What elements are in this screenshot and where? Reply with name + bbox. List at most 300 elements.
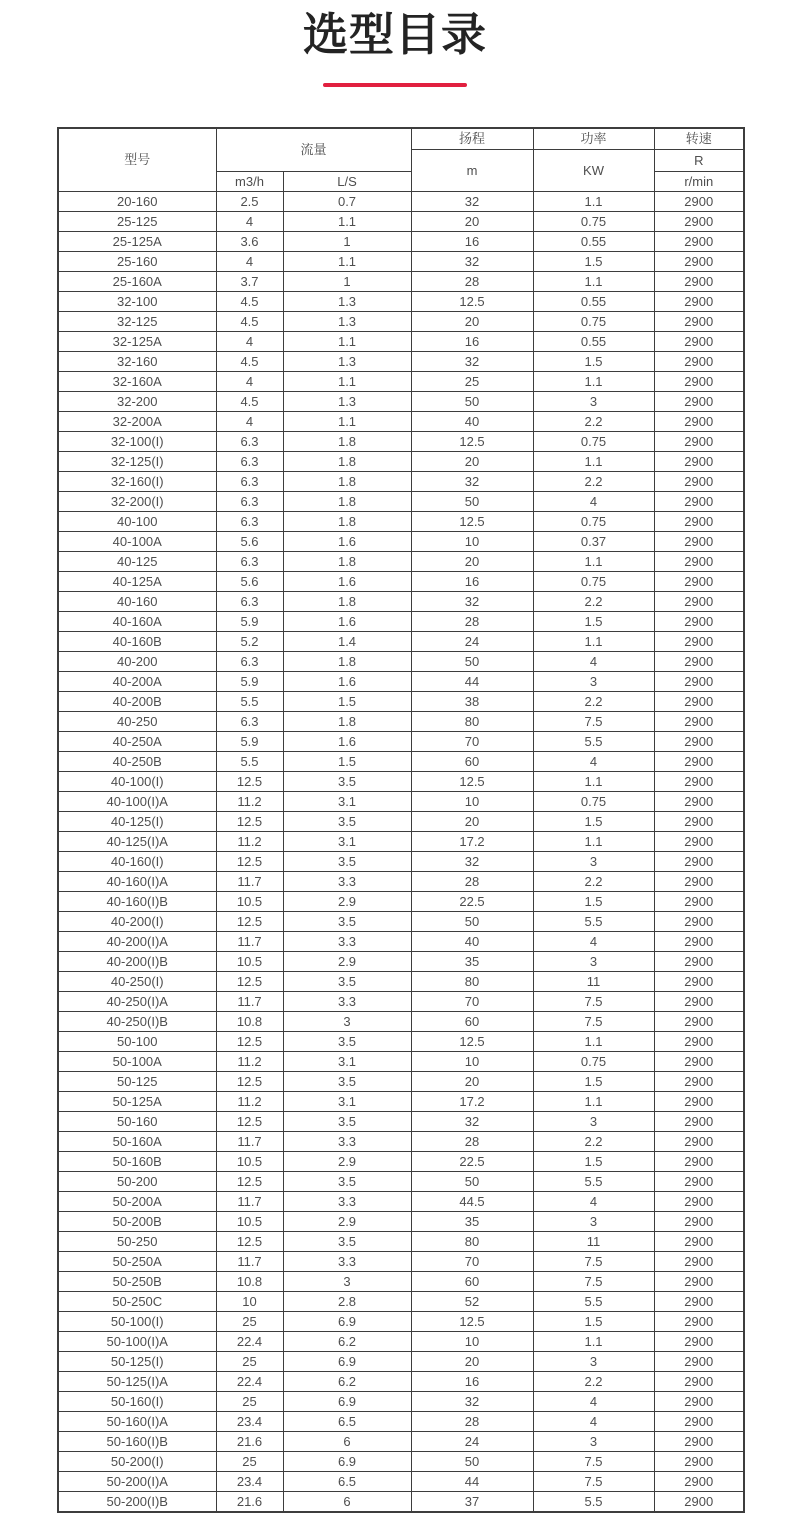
table-cell: 60 xyxy=(411,1012,533,1032)
table-cell: 3 xyxy=(533,1352,654,1372)
table-cell: 0.55 xyxy=(533,332,654,352)
table-cell: 1.6 xyxy=(283,612,411,632)
table-cell: 2900 xyxy=(654,1392,744,1412)
table-row xyxy=(58,1312,744,1332)
table-row xyxy=(58,1192,744,1212)
table-cell: 40-200(I) xyxy=(58,912,216,932)
table-cell: 11.7 xyxy=(216,932,283,952)
table-cell: 5.5 xyxy=(533,732,654,752)
table-cell: 50-200 xyxy=(58,1172,216,1192)
table-row xyxy=(58,1392,744,1412)
table-cell: 10.5 xyxy=(216,892,283,912)
table-cell: 40-200(I)A xyxy=(58,932,216,952)
table-cell: 4 xyxy=(216,372,283,392)
table-row xyxy=(58,1092,744,1112)
table-cell: 1.5 xyxy=(533,252,654,272)
table-cell: 4 xyxy=(216,252,283,272)
table-cell: 10.8 xyxy=(216,1272,283,1292)
table-cell: 12.5 xyxy=(216,852,283,872)
table-cell: 1.4 xyxy=(283,632,411,652)
table-cell: 70 xyxy=(411,732,533,752)
table-cell: 0.7 xyxy=(283,192,411,212)
table-cell: 1.8 xyxy=(283,512,411,532)
table-row xyxy=(58,852,744,872)
table-row xyxy=(58,1292,744,1312)
table-row xyxy=(58,792,744,812)
table-cell: 32 xyxy=(411,852,533,872)
table-row xyxy=(58,372,744,392)
table-cell: 20 xyxy=(411,812,533,832)
table-cell: 6.2 xyxy=(283,1332,411,1352)
table-cell: 7.5 xyxy=(533,1272,654,1292)
table-cell: 2900 xyxy=(654,332,744,352)
table-row xyxy=(58,352,744,372)
table-cell: 10 xyxy=(411,792,533,812)
table-cell: 0.75 xyxy=(533,212,654,232)
table-cell: 20 xyxy=(411,452,533,472)
table-cell: 1.8 xyxy=(283,472,411,492)
table-cell: 12.5 xyxy=(216,972,283,992)
table-cell: 4 xyxy=(216,332,283,352)
table-row xyxy=(58,532,744,552)
header-power: 功率 xyxy=(533,128,654,150)
table-cell: 4 xyxy=(533,1412,654,1432)
table-cell: 2900 xyxy=(654,1132,744,1152)
table-cell: 16 xyxy=(411,572,533,592)
table-cell: 2900 xyxy=(654,872,744,892)
table-row xyxy=(58,552,744,572)
table-cell: 52 xyxy=(411,1292,533,1312)
table-cell: 1.1 xyxy=(533,772,654,792)
table-cell: 80 xyxy=(411,1232,533,1252)
table-row xyxy=(58,432,744,452)
table-cell: 1.1 xyxy=(533,272,654,292)
table-cell: 2900 xyxy=(654,752,744,772)
title-underline-bar xyxy=(323,83,467,87)
table-cell: 25-160 xyxy=(58,252,216,272)
table-cell: 35 xyxy=(411,1212,533,1232)
table-cell: 1.5 xyxy=(533,612,654,632)
table-cell: 1.1 xyxy=(533,372,654,392)
table-cell: 40-100(I) xyxy=(58,772,216,792)
table-cell: 6.9 xyxy=(283,1312,411,1332)
table-cell: 44.5 xyxy=(411,1192,533,1212)
table-cell: 3 xyxy=(533,1432,654,1452)
table-cell: 2900 xyxy=(654,1452,744,1472)
table-cell: 50-200B xyxy=(58,1212,216,1232)
table-cell: 2900 xyxy=(654,272,744,292)
table-cell: 3.1 xyxy=(283,832,411,852)
table-cell: 3.5 xyxy=(283,1112,411,1132)
table-cell: 50-160(I)A xyxy=(58,1412,216,1432)
table-cell: 1.8 xyxy=(283,492,411,512)
table-cell: 3.3 xyxy=(283,992,411,1012)
table-cell: 3.5 xyxy=(283,1232,411,1252)
table-row xyxy=(58,672,744,692)
table-cell: 40-100(I)A xyxy=(58,792,216,812)
table-cell: 32-100(I) xyxy=(58,432,216,452)
table-cell: 3.1 xyxy=(283,1092,411,1112)
table-cell: 12.5 xyxy=(216,1232,283,1252)
table-cell: 16 xyxy=(411,1372,533,1392)
table-row xyxy=(58,632,744,652)
table-cell: 11.2 xyxy=(216,1092,283,1112)
table-cell: 2900 xyxy=(654,1292,744,1312)
table-cell: 2.9 xyxy=(283,1152,411,1172)
table-cell: 1.1 xyxy=(283,332,411,352)
table-cell: 2900 xyxy=(654,1312,744,1332)
table-cell: 25-125A xyxy=(58,232,216,252)
table-cell: 2900 xyxy=(654,692,744,712)
table-cell: 11 xyxy=(533,1232,654,1252)
table-cell: 50-100(I)A xyxy=(58,1332,216,1352)
table-cell: 32 xyxy=(411,592,533,612)
table-cell: 25 xyxy=(216,1312,283,1332)
table-cell: 2900 xyxy=(654,232,744,252)
table-cell: 5.5 xyxy=(216,752,283,772)
table-row xyxy=(58,612,744,632)
table-cell: 4 xyxy=(533,652,654,672)
table-cell: 50 xyxy=(411,652,533,672)
table-cell: 40-200 xyxy=(58,652,216,672)
table-cell: 32-125(I) xyxy=(58,452,216,472)
table-cell: 40-160A xyxy=(58,612,216,632)
table-cell: 2.9 xyxy=(283,892,411,912)
table-row xyxy=(58,872,744,892)
table-cell: 40-250(I)B xyxy=(58,1012,216,1032)
table-cell: 2900 xyxy=(654,372,744,392)
table-cell: 32-200(I) xyxy=(58,492,216,512)
table-cell: 4 xyxy=(533,1192,654,1212)
table-cell: 1.1 xyxy=(283,212,411,232)
table-cell: 50-125(I)A xyxy=(58,1372,216,1392)
table-row xyxy=(58,1432,744,1452)
table-cell: 1.1 xyxy=(533,1332,654,1352)
table-cell: 5.6 xyxy=(216,572,283,592)
table-cell: 2900 xyxy=(654,532,744,552)
table-cell: 50-160(I) xyxy=(58,1392,216,1412)
table-cell: 32-160(I) xyxy=(58,472,216,492)
table-cell: 2900 xyxy=(654,552,744,572)
table-cell: 2900 xyxy=(654,952,744,972)
table-cell: 3.3 xyxy=(283,932,411,952)
table-row xyxy=(58,652,744,672)
table-cell: 3 xyxy=(283,1012,411,1032)
table-cell: 10 xyxy=(216,1292,283,1312)
table-cell: 12.5 xyxy=(216,1172,283,1192)
table-cell: 6.3 xyxy=(216,652,283,672)
table-cell: 10.5 xyxy=(216,1212,283,1232)
table-cell: 1.1 xyxy=(533,1032,654,1052)
table-cell: 2.2 xyxy=(533,1132,654,1152)
table-cell: 2900 xyxy=(654,1112,744,1132)
table-cell: 6.3 xyxy=(216,592,283,612)
header-speed: 转速 xyxy=(654,128,744,150)
table-row xyxy=(58,292,744,312)
table-cell: 5.5 xyxy=(216,692,283,712)
table-cell: 3 xyxy=(533,852,654,872)
table-row xyxy=(58,1172,744,1192)
table-cell: 1.3 xyxy=(283,292,411,312)
table-cell: 1.1 xyxy=(283,372,411,392)
table-cell: 3 xyxy=(533,392,654,412)
table-cell: 2900 xyxy=(654,212,744,232)
table-cell: 3.5 xyxy=(283,812,411,832)
table-cell: 0.75 xyxy=(533,1052,654,1072)
table-cell: 3.3 xyxy=(283,1252,411,1272)
table-cell: 3.5 xyxy=(283,912,411,932)
table-cell: 50-160(I)B xyxy=(58,1432,216,1452)
table-cell: 6.2 xyxy=(283,1372,411,1392)
table-cell: 1.6 xyxy=(283,532,411,552)
table-cell: 2900 xyxy=(654,652,744,672)
table-cell: 50-200A xyxy=(58,1192,216,1212)
table-cell: 2900 xyxy=(654,452,744,472)
table-cell: 2900 xyxy=(654,832,744,852)
table-cell: 2900 xyxy=(654,312,744,332)
table-cell: 5.6 xyxy=(216,532,283,552)
table-cell: 60 xyxy=(411,1272,533,1292)
table-cell: 1.1 xyxy=(283,252,411,272)
table-cell: 1.3 xyxy=(283,352,411,372)
table-cell: 11 xyxy=(533,972,654,992)
table-cell: 2900 xyxy=(654,1272,744,1292)
table-cell: 50-100 xyxy=(58,1032,216,1052)
table-cell: 3.3 xyxy=(283,1192,411,1212)
header-speed-unit-rmin: r/min xyxy=(654,172,744,192)
table-cell: 2900 xyxy=(654,792,744,812)
table-cell: 2900 xyxy=(654,1032,744,1052)
table-cell: 24 xyxy=(411,1432,533,1452)
table-cell: 2900 xyxy=(654,1472,744,1492)
table-cell: 2.2 xyxy=(533,872,654,892)
table-cell: 3.6 xyxy=(216,232,283,252)
table-cell: 1.6 xyxy=(283,572,411,592)
table-row xyxy=(58,1252,744,1272)
table-cell: 2.5 xyxy=(216,192,283,212)
table-cell: 1.5 xyxy=(533,812,654,832)
table-cell: 2900 xyxy=(654,1192,744,1212)
table-cell: 50 xyxy=(411,1172,533,1192)
table-cell: 0.75 xyxy=(533,792,654,812)
table-cell: 50-125(I) xyxy=(58,1352,216,1372)
table-cell: 12.5 xyxy=(411,772,533,792)
table-cell: 17.2 xyxy=(411,1092,533,1112)
table-row xyxy=(58,412,744,432)
table-cell: 28 xyxy=(411,1412,533,1432)
table-cell: 4 xyxy=(533,932,654,952)
table-cell: 6.3 xyxy=(216,432,283,452)
table-row xyxy=(58,312,744,332)
table-cell: 60 xyxy=(411,752,533,772)
table-cell: 0.75 xyxy=(533,572,654,592)
header-power-unit: KW xyxy=(533,150,654,192)
table-cell: 20 xyxy=(411,1072,533,1092)
table-cell: 4.5 xyxy=(216,392,283,412)
table-cell: 22.5 xyxy=(411,1152,533,1172)
header-flow: 流量 xyxy=(216,128,411,172)
table-cell: 38 xyxy=(411,692,533,712)
table-cell: 3.5 xyxy=(283,772,411,792)
table-row xyxy=(58,212,744,232)
table-row xyxy=(58,1212,744,1232)
table-cell: 2.9 xyxy=(283,952,411,972)
table-cell: 28 xyxy=(411,612,533,632)
table-cell: 11.7 xyxy=(216,872,283,892)
table-cell: 40-100 xyxy=(58,512,216,532)
table-cell: 44 xyxy=(411,1472,533,1492)
table-cell: 44 xyxy=(411,672,533,692)
table-cell: 2900 xyxy=(654,572,744,592)
table-cell: 70 xyxy=(411,992,533,1012)
table-row xyxy=(58,1492,744,1513)
table-cell: 7.5 xyxy=(533,1452,654,1472)
table-cell: 50-250 xyxy=(58,1232,216,1252)
table-row xyxy=(58,1072,744,1092)
table-cell: 0.55 xyxy=(533,232,654,252)
table-cell: 2900 xyxy=(654,512,744,532)
table-cell: 2.2 xyxy=(533,592,654,612)
table-cell: 50 xyxy=(411,492,533,512)
table-cell: 22.5 xyxy=(411,892,533,912)
table-row xyxy=(58,232,744,252)
table-cell: 1.8 xyxy=(283,452,411,472)
table-cell: 50 xyxy=(411,1452,533,1472)
table-cell: 10 xyxy=(411,1052,533,1072)
table-cell: 50-100(I) xyxy=(58,1312,216,1332)
table-cell: 40-200(I)B xyxy=(58,952,216,972)
table-cell: 2900 xyxy=(654,612,744,632)
table-cell: 11.2 xyxy=(216,792,283,812)
table-cell: 3.3 xyxy=(283,1132,411,1152)
table-cell: 32-200 xyxy=(58,392,216,412)
table-cell: 32-160 xyxy=(58,352,216,372)
table-cell: 5.9 xyxy=(216,612,283,632)
table-row xyxy=(58,952,744,972)
page-title: 选型目录 xyxy=(302,9,487,60)
table-cell: 12.5 xyxy=(216,1032,283,1052)
table-row xyxy=(58,492,744,512)
header-model: 型号 xyxy=(58,128,216,192)
table-cell: 12.5 xyxy=(411,1312,533,1332)
table-cell: 32-100 xyxy=(58,292,216,312)
table-row xyxy=(58,1112,744,1132)
table-cell: 12.5 xyxy=(216,772,283,792)
table-row xyxy=(58,272,744,292)
table-cell: 2900 xyxy=(654,812,744,832)
table-cell: 2900 xyxy=(654,392,744,412)
table-cell: 2900 xyxy=(654,912,744,932)
table-cell: 70 xyxy=(411,1252,533,1272)
table-cell: 40-250(I) xyxy=(58,972,216,992)
table-cell: 2900 xyxy=(654,1172,744,1192)
table-row xyxy=(58,752,744,772)
table-cell: 1.1 xyxy=(533,452,654,472)
table-row xyxy=(58,732,744,752)
table-cell: 2900 xyxy=(654,472,744,492)
table-cell: 0.55 xyxy=(533,292,654,312)
table-cell: 2900 xyxy=(654,1252,744,1272)
table-cell: 2900 xyxy=(654,672,744,692)
table-cell: 6 xyxy=(283,1492,411,1513)
table-cell: 32 xyxy=(411,1112,533,1132)
table-cell: 1.6 xyxy=(283,672,411,692)
table-cell: 2900 xyxy=(654,712,744,732)
table-cell: 3 xyxy=(533,952,654,972)
table-cell: 2900 xyxy=(654,1332,744,1352)
table-cell: 2900 xyxy=(654,432,744,452)
table-cell: 6.9 xyxy=(283,1452,411,1472)
table-cell: 32-125 xyxy=(58,312,216,332)
table-cell: 12.5 xyxy=(216,912,283,932)
table-cell: 2900 xyxy=(654,852,744,872)
table-cell: 40-250B xyxy=(58,752,216,772)
table-cell: 1.1 xyxy=(533,192,654,212)
table-cell: 1 xyxy=(283,272,411,292)
table-row xyxy=(58,712,744,732)
table-cell: 28 xyxy=(411,872,533,892)
table-cell: 22.4 xyxy=(216,1372,283,1392)
table-cell: 1.3 xyxy=(283,392,411,412)
table-cell: 3.7 xyxy=(216,272,283,292)
table-cell: 0.75 xyxy=(533,512,654,532)
table-cell: 6.9 xyxy=(283,1392,411,1412)
table-cell: 2.2 xyxy=(533,412,654,432)
table-cell: 3.3 xyxy=(283,872,411,892)
table-cell: 11.7 xyxy=(216,992,283,1012)
table-cell: 3 xyxy=(533,1212,654,1232)
table-row xyxy=(58,772,744,792)
table-cell: 40-125(I) xyxy=(58,812,216,832)
table-cell: 40 xyxy=(411,932,533,952)
table-row xyxy=(58,1332,744,1352)
table-cell: 2900 xyxy=(654,1212,744,1232)
table-cell: 2900 xyxy=(654,972,744,992)
table-cell: 4 xyxy=(533,752,654,772)
table-cell: 50-100A xyxy=(58,1052,216,1072)
table-cell: 20 xyxy=(411,212,533,232)
table-cell: 1.1 xyxy=(533,632,654,652)
header-head-unit: m xyxy=(411,150,533,192)
table-row xyxy=(58,332,744,352)
table-cell: 20 xyxy=(411,1352,533,1372)
table-cell: 17.2 xyxy=(411,832,533,852)
table-cell: 1.8 xyxy=(283,592,411,612)
table-cell: 5.9 xyxy=(216,732,283,752)
table-cell: 4 xyxy=(533,1392,654,1412)
table-row xyxy=(58,472,744,492)
table-cell: 20 xyxy=(411,312,533,332)
table-cell: 4.5 xyxy=(216,352,283,372)
table-row xyxy=(58,932,744,952)
table-row xyxy=(58,572,744,592)
table-cell: 2900 xyxy=(654,1072,744,1092)
table-cell: 3.5 xyxy=(283,972,411,992)
table-cell: 2.2 xyxy=(533,1372,654,1392)
table-cell: 50 xyxy=(411,912,533,932)
table-cell: 10 xyxy=(411,1332,533,1352)
table-cell: 10.5 xyxy=(216,1152,283,1172)
table-cell: 2900 xyxy=(654,772,744,792)
table-cell: 50-160 xyxy=(58,1112,216,1132)
table-cell: 1.5 xyxy=(533,1152,654,1172)
table-row xyxy=(58,832,744,852)
table-cell: 22.4 xyxy=(216,1332,283,1352)
table-row xyxy=(58,512,744,532)
table-cell: 10.5 xyxy=(216,952,283,972)
table-cell: 7.5 xyxy=(533,1252,654,1272)
table-cell: 2900 xyxy=(654,1432,744,1452)
